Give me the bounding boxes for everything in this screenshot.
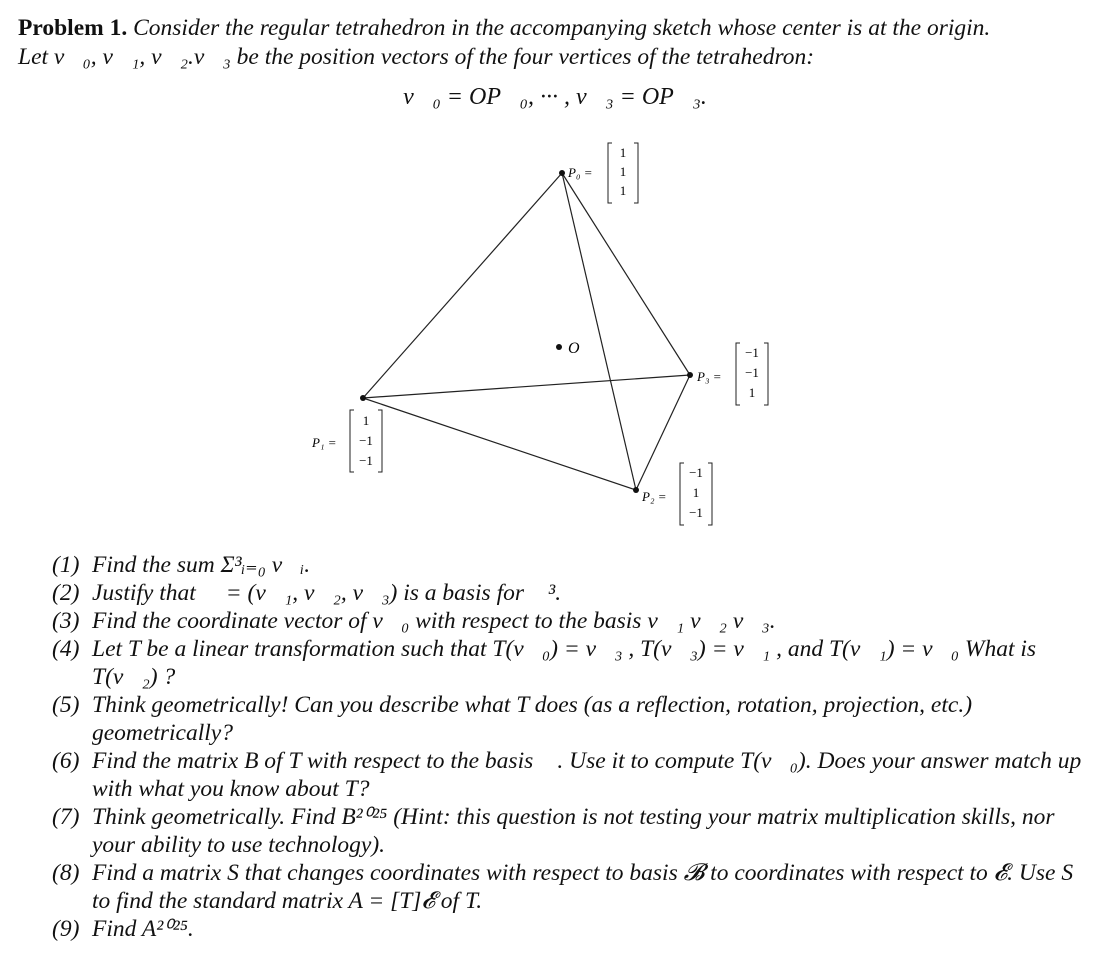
edge-p0-p1 — [363, 173, 562, 398]
question-8: (8) Find a matrix S that changes coordinates with respect to basis 𝓑 to coordinates with respect to 𝓔. Use S to find the standard matrix A = [T]𝓔 of T. — [52, 860, 1074, 914]
problem-statement — [18, 14, 1093, 72]
question-3: (3) Find the coordinate vector of v⃗₀ with respect to the basis v⃗₁ v⃗₂ v⃗₃. — [52, 608, 776, 634]
origin-dot — [556, 344, 562, 350]
edge-p2-p3 — [636, 375, 690, 490]
tetrahedron-diagram — [300, 135, 780, 535]
origin-label: O — [568, 340, 580, 357]
edge-p0-p3 — [562, 173, 690, 375]
vertex-p3-label: P₃ = — [697, 369, 722, 384]
vertex-p0-dot — [559, 170, 565, 176]
vertex-p2-label: P₂ = — [642, 489, 667, 504]
vertex-p3-z: 1 — [748, 385, 756, 400]
problem-line-2: Let v⃗₀, v⃗₁, v⃗₂.v⃗₃ be the position vectors of the four vertices of the tetrahedron: — [18, 44, 815, 70]
question-5: (5) Think geometrically! Can you describe what T does (as a reflection, rotation, projection, etc.) geometrically? — [52, 692, 973, 746]
question-7: (7) Think geometrically. Find B²⁰²⁵ (Hint: this question is not testing your matrix multiplication skills, nor your ability to use technology). — [52, 804, 1055, 858]
vertex-p0-label: P₀ = — [568, 165, 593, 180]
vertex-p1-x: 1 — [362, 413, 370, 428]
vertex-p0-z: 1 — [619, 183, 627, 198]
edge-p1-p2 — [363, 398, 636, 490]
question-6: (6) Find the matrix B of T with respect to the basis 𝓑. Use it to compute T(v⃗₀). Does your answer match up with what you know about T? — [52, 748, 1082, 802]
question-list — [52, 551, 1082, 943]
vertex-p1-label: P₁ = — [312, 435, 337, 450]
vertex-p1-y: −1 — [359, 433, 373, 448]
vertex-p2-z: −1 — [689, 505, 703, 520]
edge-p0-p2 — [562, 173, 636, 490]
vertex-p3-y: −1 — [745, 365, 759, 380]
vertex-p0-y: 1 — [619, 164, 627, 179]
vertex-p3-x: −1 — [745, 345, 759, 360]
question-9: (9) Find A²⁰²⁵. — [52, 916, 194, 942]
question-1: (1) Find the sum Σ³ᵢ₌₀ v⃗ᵢ. — [52, 552, 311, 578]
vertex-p0-x: 1 — [619, 145, 627, 160]
vertex-p3-dot — [687, 372, 693, 378]
position-vector-equation: v⃗₀ = OP⃗₀, ··· , v⃗₃ = OP⃗₃. — [403, 84, 707, 110]
problem-heading: Problem 1. — [18, 15, 128, 41]
vertex-p1-z: −1 — [359, 453, 373, 468]
question-2: (2) Justify that 𝓑 = (v⃗₁, v⃗₂, v⃗₃) is a basis for ℝ³. — [52, 580, 562, 606]
edge-p1-p3 — [363, 375, 690, 398]
vertex-p1-dot — [360, 395, 366, 401]
vertex-p2-dot — [633, 487, 639, 493]
vertex-p2-y: 1 — [692, 485, 700, 500]
question-4: (4) Let T be a linear transformation such that T(v⃗₀) = v⃗₃ , T(v⃗₃) = v⃗₁ , and T(v⃗₁) = v⃗₀ What is T(v⃗₂) ? — [52, 636, 1037, 690]
vertex-p2-x: −1 — [689, 465, 703, 480]
problem-line-1: Consider the regular tetrahedron in the accompanying sketch whose center is at the origin. — [133, 15, 991, 41]
